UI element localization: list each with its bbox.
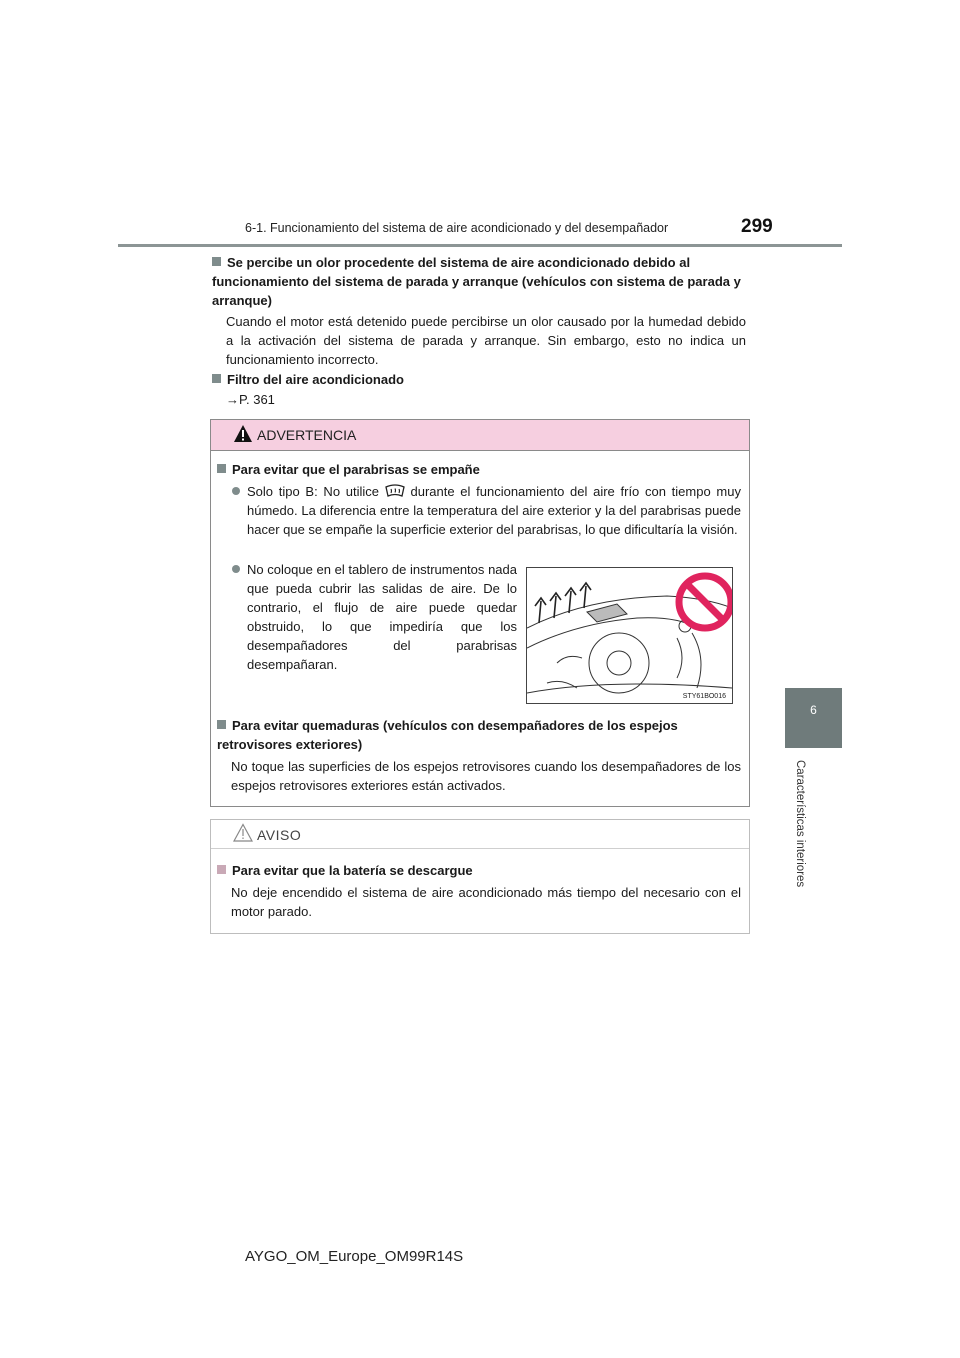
chapter-tab-number: 6 xyxy=(810,703,817,717)
warning-triangle-icon xyxy=(233,424,253,444)
dashboard-illustration xyxy=(526,567,733,704)
warning-item-body: No toque las superficies de los espejos retrovisores cuando los desempañadores de los espejos retrovisores exteriores están activados. xyxy=(231,759,741,793)
round-bullet-icon xyxy=(232,565,240,573)
notice-box xyxy=(210,819,750,934)
section-header-title: 6-1. Funcionamiento del sistema de aire acondicionado y del desempañador xyxy=(245,221,669,235)
page-number: 299 xyxy=(741,216,773,237)
section-body: Cuando el motor está detenido puede percibirse un olor causado por la humedad debido a la activación del sistema de parada y arranque. Sin embargo, esto no indica un funcionamiento incorrecto. xyxy=(226,314,746,367)
caution-triangle-icon xyxy=(233,823,253,843)
section-filter xyxy=(212,370,746,407)
notice-item-heading: Para evitar que la batería se descargue xyxy=(232,863,473,878)
document-id: AYGO_OM_Europe_OM99R14S xyxy=(245,1248,464,1265)
warning-item-heading: Para evitar que el parabrisas se empañe xyxy=(232,462,480,477)
chapter-tab xyxy=(785,688,842,748)
prohibition-icon xyxy=(679,576,731,628)
square-bullet-icon xyxy=(212,374,221,383)
defroster-icon xyxy=(385,484,405,500)
round-bullet-icon xyxy=(232,487,240,495)
warning-bullet: Solo tipo B: No utilice durante el funcionamiento del aire frío con tiempo muy húmedo. La diferencia entre la temperatura del aire exterior y la del parabrisas puede hacer que se empañe la superficie exterior del parabrisas, lo que dificultaría la visión. xyxy=(217,482,741,539)
square-bullet-icon xyxy=(217,720,226,729)
section-odor xyxy=(212,253,746,369)
illustration-code: STY61BO016 xyxy=(682,693,726,700)
notice-item-body: No deje encendido el sistema de aire acondicionado más tiempo del necesario con el motor parado. xyxy=(231,885,741,919)
warning-bullet: No coloque en el tablero de instrumentos nada que pueda cubrir las salidas de aire. De lo contrario, el flujo de aire puede quedar obstruido, lo que impediría que los desempañadores del parabrisas desempañaran. xyxy=(217,560,517,674)
warning-item-heading: Para evitar quemaduras (vehículos con desempañadores de los espejos retrovisores exteriores) xyxy=(217,718,678,752)
square-bullet-icon xyxy=(212,257,221,266)
page-reference-link[interactable]: →P. 361 xyxy=(226,392,275,407)
section-heading: Filtro del aire acondicionado xyxy=(227,372,404,387)
warning-label: ADVERTENCIA xyxy=(257,427,357,443)
warning-header xyxy=(211,420,749,451)
notice-header xyxy=(211,820,749,849)
chapter-tab-label: Características interiores xyxy=(794,760,806,888)
square-bullet-icon xyxy=(217,865,226,874)
square-bullet-icon xyxy=(217,464,226,473)
dashboard-drawing xyxy=(527,568,732,703)
section-heading: Se percibe un olor procedente del sistema de aire acondicionado debido al funcionamiento del sistema de parada y arranque (vehículos con sistema de parada y arranque) xyxy=(212,255,741,308)
notice-label: AVISO xyxy=(257,827,302,843)
header-rule xyxy=(118,244,842,247)
